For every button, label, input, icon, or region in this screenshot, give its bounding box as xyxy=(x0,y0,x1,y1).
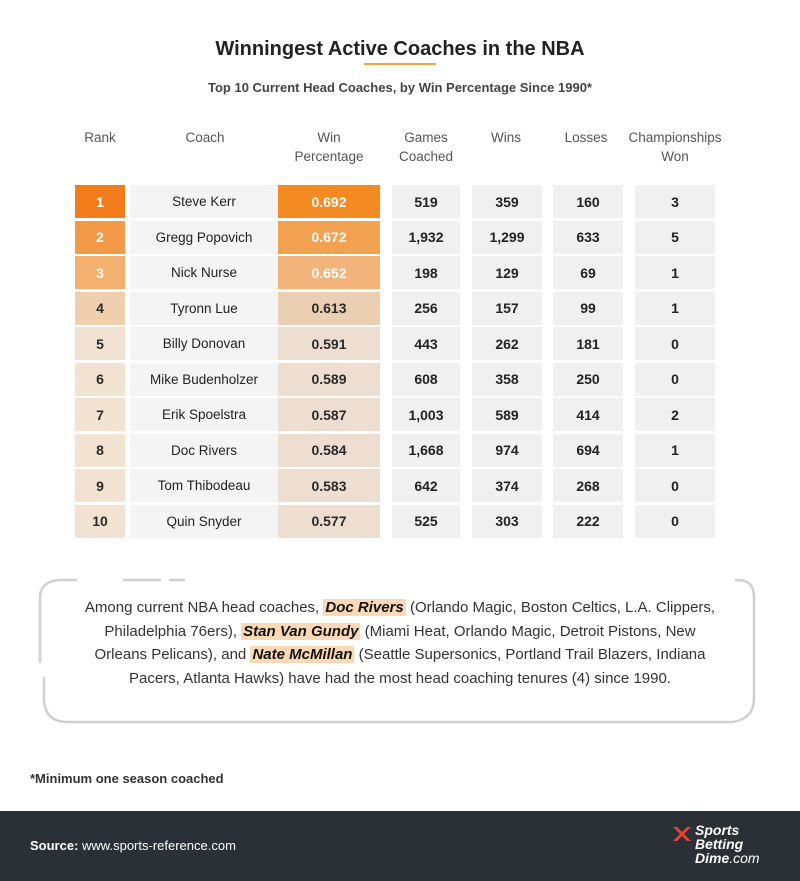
table-cell-coach: Tyronn Lue xyxy=(130,292,278,325)
table-cell-coach: Doc Rivers xyxy=(130,434,278,467)
table-cell-games: 1,932 xyxy=(392,221,460,254)
table-cell-games: 1,003 xyxy=(392,398,460,431)
table-cell-losses: 222 xyxy=(553,505,623,538)
table-cell-losses: 181 xyxy=(553,327,623,360)
column-header-rank: Rank xyxy=(84,130,116,145)
table-cell-wins: 157 xyxy=(472,292,542,325)
source-credit: Source: www.sports-reference.com xyxy=(30,838,236,853)
table-cell-games: 198 xyxy=(392,256,460,289)
table-cell-championships: 1 xyxy=(635,256,715,289)
table-cell-rank: 4 xyxy=(75,292,125,325)
table-cell-games: 256 xyxy=(392,292,460,325)
table-cell-rank: 8 xyxy=(75,434,125,467)
table-cell-games: 443 xyxy=(392,327,460,360)
table-cell-championships: 0 xyxy=(635,505,715,538)
table-cell-championships: 1 xyxy=(635,292,715,325)
table-cell-losses: 160 xyxy=(553,185,623,218)
table-cell-win-pct: 0.692 xyxy=(278,185,380,218)
column-header-win-percentage: Win Percentage xyxy=(294,130,364,164)
table-cell-wins: 262 xyxy=(472,327,542,360)
table-cell-wins: 359 xyxy=(472,185,542,218)
table-cell-coach: Billy Donovan xyxy=(130,327,278,360)
table-cell-rank: 3 xyxy=(75,256,125,289)
table-cell-wins: 129 xyxy=(472,256,542,289)
table-cell-losses: 414 xyxy=(553,398,623,431)
table-cell-coach: Tom Thibodeau xyxy=(130,469,278,502)
table-cell-games: 525 xyxy=(392,505,460,538)
column-header-games-coached: Games Coached xyxy=(398,130,454,164)
logo-wordmark: Sports Betting Dime.com xyxy=(695,822,760,866)
table-cell-championships: 3 xyxy=(635,185,715,218)
table-cell-win-pct: 0.672 xyxy=(278,221,380,254)
table-cell-wins: 589 xyxy=(472,398,542,431)
table-cell-losses: 694 xyxy=(553,434,623,467)
table-cell-losses: 633 xyxy=(553,221,623,254)
table-cell-championships: 0 xyxy=(635,469,715,502)
table-cell-win-pct: 0.584 xyxy=(278,434,380,467)
table-cell-rank: 1 xyxy=(75,185,125,218)
table-cell-win-pct: 0.583 xyxy=(278,469,380,502)
table-cell-losses: 69 xyxy=(553,256,623,289)
table-cell-rank: 2 xyxy=(75,221,125,254)
table-cell-win-pct: 0.587 xyxy=(278,398,380,431)
table-cell-championships: 5 xyxy=(635,221,715,254)
table-cell-win-pct: 0.652 xyxy=(278,256,380,289)
table-cell-win-pct: 0.591 xyxy=(278,327,380,360)
chart-title: Winningest Active Coaches in the NBA xyxy=(215,38,585,60)
footer-bar xyxy=(0,811,800,881)
logo-mark-icon xyxy=(671,825,693,843)
sports-betting-dime-logo xyxy=(671,823,766,871)
table-cell-championships: 1 xyxy=(635,434,715,467)
highlight-stan-van-gundy: Stan Van Gundy xyxy=(243,622,359,640)
table-cell-games: 519 xyxy=(392,185,460,218)
table-cell-games: 642 xyxy=(392,469,460,502)
table-cell-coach: Mike Budenholzer xyxy=(130,363,278,396)
footnote: *Minimum one season coached xyxy=(30,771,224,786)
column-header-championships: Championships Won xyxy=(628,130,722,164)
table-cell-wins: 358 xyxy=(472,363,542,396)
table-cell-win-pct: 0.613 xyxy=(278,292,380,325)
table-cell-losses: 268 xyxy=(553,469,623,502)
table-cell-championships: 2 xyxy=(635,398,715,431)
table-cell-championships: 0 xyxy=(635,327,715,360)
table-cell-wins: 974 xyxy=(472,434,542,467)
table-cell-rank: 5 xyxy=(75,327,125,360)
table-cell-games: 1,668 xyxy=(392,434,460,467)
table-cell-wins: 1,299 xyxy=(472,221,542,254)
table-cell-rank: 7 xyxy=(75,398,125,431)
highlight-doc-rivers: Doc Rivers xyxy=(325,599,404,616)
table-cell-rank: 9 xyxy=(75,469,125,502)
highlight-nate-mcmillan: Nate McMillan xyxy=(252,646,353,663)
table-cell-coach: Steve Kerr xyxy=(130,185,278,218)
table-cell-coach: Erik Spoelstra xyxy=(130,398,278,431)
chart-subtitle: Top 10 Current Head Coaches, by Win Percentage Since 1990* xyxy=(208,80,592,95)
column-header-losses: Losses xyxy=(564,130,608,145)
table-cell-rank: 6 xyxy=(75,363,125,396)
table-cell-games: 608 xyxy=(392,363,460,396)
table-cell-championships: 0 xyxy=(635,363,715,396)
note-text: Among current NBA head coaches, Doc Rivers (Orlando Magic, Boston Celtics, L.A. Clippers, Philadelphia 76ers), Stan Van Gundy (Miami Heat, Orlando Magic, Detroit Pistons, New Orleans Pelicans), and Nate McMillan (Seattle Supersonics, Portland Trail Blazers, Indiana Pacers, Atlanta Hawks) have had the most head coaching tenures (4) since 1990. xyxy=(84,599,716,687)
column-header-wins: Wins xyxy=(491,130,521,145)
table-cell-coach: Nick Nurse xyxy=(130,256,278,289)
table-cell-win-pct: 0.589 xyxy=(278,363,380,396)
column-header-coach: Coach xyxy=(185,130,225,145)
table-cell-losses: 250 xyxy=(553,363,623,396)
table-cell-coach: Quin Snyder xyxy=(130,505,278,538)
table-cell-rank: 10 xyxy=(75,505,125,538)
title-underline xyxy=(364,63,436,65)
table-cell-wins: 374 xyxy=(472,469,542,502)
table-cell-win-pct: 0.577 xyxy=(278,505,380,538)
table-cell-coach: Gregg Popovich xyxy=(130,221,278,254)
table-cell-wins: 303 xyxy=(472,505,542,538)
table-cell-losses: 99 xyxy=(553,292,623,325)
